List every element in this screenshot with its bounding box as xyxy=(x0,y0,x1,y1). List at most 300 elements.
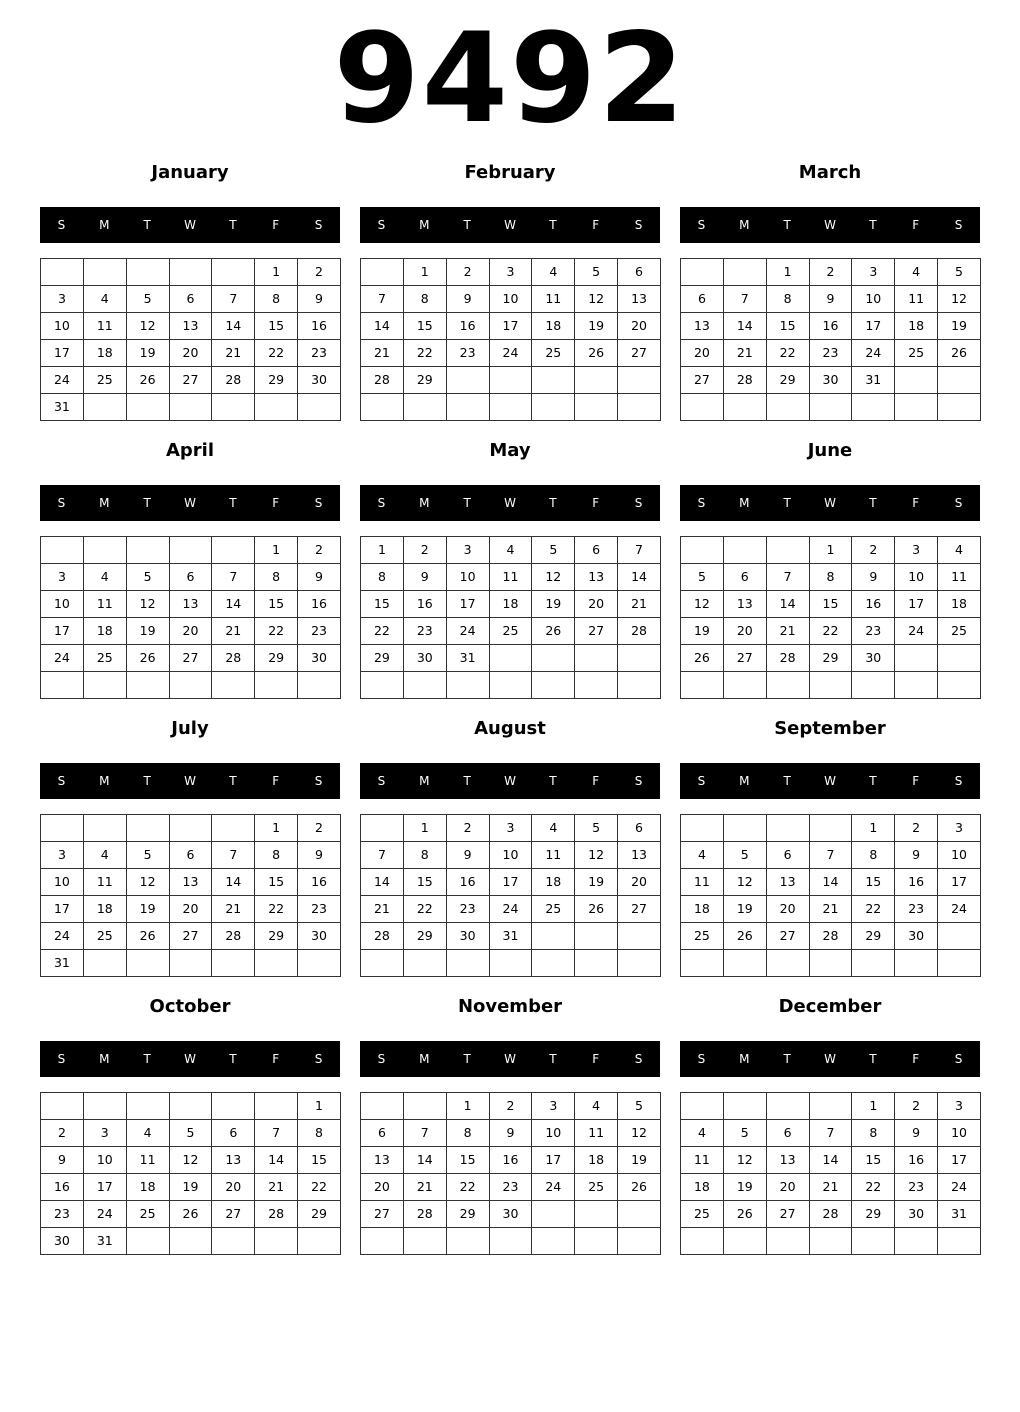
day-cell: 8 xyxy=(852,842,895,869)
day-cell: 1 xyxy=(255,815,298,842)
day-cell xyxy=(766,950,809,977)
day-cell: 19 xyxy=(723,1174,766,1201)
day-cell xyxy=(212,950,255,977)
weekday-label: S xyxy=(314,1052,323,1066)
day-cell xyxy=(575,950,618,977)
weekday-label: T xyxy=(549,774,557,788)
week-row xyxy=(681,923,981,950)
day-cell xyxy=(255,394,298,421)
month-name: August xyxy=(474,718,546,739)
weekday-header xyxy=(360,763,660,799)
day-cell: 6 xyxy=(766,1120,809,1147)
day-cell: 23 xyxy=(489,1174,532,1201)
week-row xyxy=(681,1228,981,1255)
day-cell: 26 xyxy=(618,1174,661,1201)
day-cell xyxy=(489,672,532,699)
day-cell xyxy=(852,672,895,699)
weekday-label: S xyxy=(697,496,706,510)
week-row xyxy=(361,1093,661,1120)
day-cell: 1 xyxy=(255,259,298,286)
day-cell: 20 xyxy=(723,618,766,645)
day-cell: 28 xyxy=(212,645,255,672)
day-cell: 19 xyxy=(126,340,169,367)
day-cell xyxy=(126,950,169,977)
day-cell: 23 xyxy=(446,340,489,367)
day-cell xyxy=(618,645,661,672)
day-cell: 2 xyxy=(446,815,489,842)
day-cell: 20 xyxy=(618,313,661,340)
day-cell: 12 xyxy=(575,842,618,869)
weekday-label: T xyxy=(869,218,877,232)
day-cell: 23 xyxy=(41,1201,84,1228)
day-cell xyxy=(532,367,575,394)
day-cell: 27 xyxy=(681,367,724,394)
day-cell: 4 xyxy=(489,537,532,564)
day-cell: 2 xyxy=(298,537,341,564)
day-cell xyxy=(446,367,489,394)
day-cell: 6 xyxy=(575,537,618,564)
week-row xyxy=(41,367,341,394)
day-cell: 31 xyxy=(938,1201,981,1228)
day-cell xyxy=(723,1228,766,1255)
day-cell: 1 xyxy=(255,537,298,564)
day-cell xyxy=(298,950,341,977)
day-cell: 22 xyxy=(446,1174,489,1201)
week-row xyxy=(41,340,341,367)
day-cell: 3 xyxy=(532,1093,575,1120)
day-cell: 24 xyxy=(938,1174,981,1201)
week-row xyxy=(361,564,661,591)
day-cell: 4 xyxy=(575,1093,618,1120)
day-cell: 20 xyxy=(361,1174,404,1201)
week-row xyxy=(361,896,661,923)
day-cell: 26 xyxy=(532,618,575,645)
day-cell: 3 xyxy=(83,1120,126,1147)
day-cell: 19 xyxy=(575,869,618,896)
weekday-label: S xyxy=(377,218,386,232)
day-cell: 13 xyxy=(169,591,212,618)
week-row xyxy=(681,1147,981,1174)
week-row xyxy=(681,259,981,286)
week-row xyxy=(41,645,341,672)
weekday-label: W xyxy=(824,496,836,510)
day-cell xyxy=(361,1093,404,1120)
weekday-header xyxy=(680,1041,980,1077)
day-cell: 14 xyxy=(212,313,255,340)
day-cell: 10 xyxy=(938,842,981,869)
day-cell: 18 xyxy=(83,896,126,923)
day-cell xyxy=(169,259,212,286)
day-cell xyxy=(446,950,489,977)
day-cell: 22 xyxy=(255,618,298,645)
day-cell xyxy=(766,815,809,842)
weekday-header xyxy=(40,207,340,243)
weekday-label: S xyxy=(57,218,66,232)
day-cell xyxy=(489,1228,532,1255)
day-cell xyxy=(618,1201,661,1228)
day-cell: 20 xyxy=(169,896,212,923)
day-cell xyxy=(403,1228,446,1255)
days-table xyxy=(360,258,661,421)
weekday-label: W xyxy=(824,1052,836,1066)
weekday-label: S xyxy=(697,218,706,232)
day-cell: 10 xyxy=(489,842,532,869)
days-table xyxy=(40,814,341,977)
day-cell: 5 xyxy=(681,564,724,591)
day-cell: 15 xyxy=(255,591,298,618)
day-cell xyxy=(809,394,852,421)
week-row xyxy=(361,537,661,564)
day-cell: 18 xyxy=(938,591,981,618)
day-cell: 24 xyxy=(938,896,981,923)
day-cell xyxy=(41,672,84,699)
day-cell: 28 xyxy=(766,645,809,672)
day-cell: 26 xyxy=(126,367,169,394)
days-table xyxy=(360,814,661,977)
day-cell xyxy=(809,950,852,977)
day-cell: 11 xyxy=(681,1147,724,1174)
day-cell: 12 xyxy=(938,286,981,313)
day-cell: 28 xyxy=(809,923,852,950)
days-table xyxy=(680,258,981,421)
day-cell: 7 xyxy=(403,1120,446,1147)
day-cell: 4 xyxy=(681,842,724,869)
day-cell: 1 xyxy=(852,1093,895,1120)
day-cell xyxy=(575,1228,618,1255)
day-cell: 21 xyxy=(723,340,766,367)
day-cell: 10 xyxy=(938,1120,981,1147)
weekday-label: M xyxy=(99,774,110,788)
week-row xyxy=(361,645,661,672)
day-cell: 30 xyxy=(809,367,852,394)
day-cell: 10 xyxy=(41,313,84,340)
day-cell: 13 xyxy=(575,564,618,591)
weekday-label: T xyxy=(463,218,471,232)
day-cell xyxy=(41,1093,84,1120)
day-cell: 5 xyxy=(532,537,575,564)
day-cell: 16 xyxy=(41,1174,84,1201)
day-cell xyxy=(212,537,255,564)
day-cell: 31 xyxy=(41,950,84,977)
day-cell xyxy=(212,259,255,286)
day-cell: 30 xyxy=(852,645,895,672)
day-cell: 15 xyxy=(766,313,809,340)
day-cell: 16 xyxy=(446,313,489,340)
week-row xyxy=(41,1147,341,1174)
day-cell: 29 xyxy=(446,1201,489,1228)
week-row xyxy=(41,564,341,591)
day-cell xyxy=(212,1228,255,1255)
day-cell xyxy=(895,394,938,421)
day-cell xyxy=(532,950,575,977)
day-cell: 9 xyxy=(41,1147,84,1174)
day-cell: 18 xyxy=(532,313,575,340)
day-cell: 26 xyxy=(575,340,618,367)
weekday-label: T xyxy=(143,774,151,788)
week-row xyxy=(681,1093,981,1120)
day-cell: 10 xyxy=(41,591,84,618)
day-cell: 12 xyxy=(618,1120,661,1147)
day-cell: 18 xyxy=(532,869,575,896)
day-cell xyxy=(446,394,489,421)
day-cell xyxy=(169,537,212,564)
day-cell: 19 xyxy=(169,1174,212,1201)
day-cell: 23 xyxy=(809,340,852,367)
week-row xyxy=(361,340,661,367)
day-cell: 20 xyxy=(766,896,809,923)
day-cell: 8 xyxy=(298,1120,341,1147)
weekday-label: M xyxy=(419,1052,430,1066)
week-row xyxy=(361,313,661,340)
week-row xyxy=(681,591,981,618)
weekday-label: M xyxy=(739,218,750,232)
day-cell: 1 xyxy=(298,1093,341,1120)
week-row xyxy=(361,286,661,313)
day-cell xyxy=(723,537,766,564)
day-cell: 23 xyxy=(403,618,446,645)
day-cell: 14 xyxy=(212,869,255,896)
day-cell: 8 xyxy=(809,564,852,591)
day-cell: 28 xyxy=(403,1201,446,1228)
day-cell xyxy=(532,1201,575,1228)
weekday-label: F xyxy=(592,496,600,510)
day-cell: 9 xyxy=(852,564,895,591)
day-cell: 2 xyxy=(852,537,895,564)
day-cell: 10 xyxy=(532,1120,575,1147)
days-table xyxy=(40,258,341,421)
weekday-label: T xyxy=(143,1052,151,1066)
day-cell xyxy=(212,815,255,842)
weekday-label: S xyxy=(314,496,323,510)
day-cell: 21 xyxy=(361,340,404,367)
day-cell: 3 xyxy=(938,815,981,842)
month-name: April xyxy=(165,440,215,461)
day-cell: 13 xyxy=(618,286,661,313)
day-cell: 17 xyxy=(41,340,84,367)
day-cell: 24 xyxy=(489,340,532,367)
day-cell: 13 xyxy=(212,1147,255,1174)
weekday-label: S xyxy=(377,774,386,788)
day-cell xyxy=(766,537,809,564)
day-cell xyxy=(41,259,84,286)
day-cell: 17 xyxy=(895,591,938,618)
day-cell xyxy=(895,1228,938,1255)
day-cell: 25 xyxy=(532,340,575,367)
day-cell: 16 xyxy=(489,1147,532,1174)
day-cell xyxy=(489,645,532,672)
day-cell xyxy=(575,672,618,699)
weekday-label: W xyxy=(504,218,516,232)
month-name: May xyxy=(489,440,531,461)
day-cell: 28 xyxy=(255,1201,298,1228)
weekday-label: S xyxy=(954,774,963,788)
weekday-label: M xyxy=(99,1052,110,1066)
day-cell: 2 xyxy=(41,1120,84,1147)
weekday-label: W xyxy=(184,774,196,788)
day-cell: 23 xyxy=(298,340,341,367)
day-cell: 29 xyxy=(852,923,895,950)
day-cell: 17 xyxy=(938,1147,981,1174)
weekday-label: T xyxy=(549,218,557,232)
day-cell: 30 xyxy=(41,1228,84,1255)
day-cell xyxy=(852,394,895,421)
day-cell xyxy=(532,394,575,421)
week-row xyxy=(361,367,661,394)
day-cell: 3 xyxy=(938,1093,981,1120)
day-cell: 26 xyxy=(938,340,981,367)
day-cell xyxy=(169,950,212,977)
day-cell xyxy=(169,672,212,699)
day-cell: 30 xyxy=(298,923,341,950)
day-cell: 7 xyxy=(809,1120,852,1147)
day-cell: 9 xyxy=(489,1120,532,1147)
day-cell: 1 xyxy=(766,259,809,286)
weekday-label: T xyxy=(463,496,471,510)
day-cell: 12 xyxy=(532,564,575,591)
day-cell: 17 xyxy=(41,896,84,923)
week-row xyxy=(681,394,981,421)
day-cell: 7 xyxy=(723,286,766,313)
day-cell: 27 xyxy=(361,1201,404,1228)
week-row xyxy=(361,591,661,618)
day-cell xyxy=(489,950,532,977)
day-cell xyxy=(361,1228,404,1255)
day-cell: 19 xyxy=(126,618,169,645)
day-cell: 28 xyxy=(723,367,766,394)
days-table xyxy=(680,1092,981,1255)
day-cell xyxy=(489,394,532,421)
day-cell: 11 xyxy=(575,1120,618,1147)
weekday-label: F xyxy=(592,774,600,788)
weekday-label: S xyxy=(697,1052,706,1066)
day-cell: 1 xyxy=(446,1093,489,1120)
day-cell: 3 xyxy=(489,259,532,286)
weekday-label: W xyxy=(504,496,516,510)
day-cell xyxy=(681,537,724,564)
day-cell: 7 xyxy=(361,286,404,313)
week-row xyxy=(361,1174,661,1201)
day-cell: 7 xyxy=(618,537,661,564)
day-cell xyxy=(361,394,404,421)
day-cell: 27 xyxy=(723,645,766,672)
day-cell: 11 xyxy=(532,842,575,869)
month-name: July xyxy=(171,718,209,739)
day-cell: 23 xyxy=(852,618,895,645)
day-cell: 19 xyxy=(532,591,575,618)
day-cell: 29 xyxy=(255,923,298,950)
week-row xyxy=(681,815,981,842)
week-row xyxy=(41,1174,341,1201)
day-cell: 8 xyxy=(446,1120,489,1147)
days-table xyxy=(360,1092,661,1255)
day-cell: 25 xyxy=(83,367,126,394)
day-cell: 18 xyxy=(681,1174,724,1201)
day-cell: 14 xyxy=(361,313,404,340)
day-cell xyxy=(618,672,661,699)
day-cell xyxy=(575,367,618,394)
week-row xyxy=(41,591,341,618)
week-row xyxy=(361,259,661,286)
day-cell: 19 xyxy=(618,1147,661,1174)
day-cell xyxy=(895,645,938,672)
day-cell xyxy=(169,1093,212,1120)
weekday-label: T xyxy=(783,218,791,232)
day-cell: 25 xyxy=(532,896,575,923)
day-cell: 31 xyxy=(41,394,84,421)
weekday-label: T xyxy=(229,218,237,232)
weekday-header xyxy=(680,207,980,243)
weekday-label: M xyxy=(739,774,750,788)
weekday-label: W xyxy=(184,1052,196,1066)
day-cell: 5 xyxy=(723,842,766,869)
day-cell xyxy=(212,1093,255,1120)
weekday-label: S xyxy=(377,1052,386,1066)
day-cell: 17 xyxy=(489,869,532,896)
day-cell: 24 xyxy=(446,618,489,645)
weekday-label: T xyxy=(463,1052,471,1066)
day-cell xyxy=(766,394,809,421)
weekday-label: F xyxy=(912,218,920,232)
day-cell xyxy=(938,1228,981,1255)
week-row xyxy=(681,564,981,591)
week-row xyxy=(681,286,981,313)
day-cell: 15 xyxy=(446,1147,489,1174)
day-cell xyxy=(723,950,766,977)
weekday-label: W xyxy=(504,774,516,788)
day-cell: 20 xyxy=(169,618,212,645)
week-row xyxy=(681,340,981,367)
day-cell: 12 xyxy=(126,591,169,618)
day-cell: 14 xyxy=(212,591,255,618)
day-cell: 29 xyxy=(766,367,809,394)
day-cell: 4 xyxy=(83,564,126,591)
weekday-label: W xyxy=(504,1052,516,1066)
day-cell xyxy=(212,394,255,421)
day-cell xyxy=(126,537,169,564)
day-cell: 13 xyxy=(361,1147,404,1174)
day-cell: 7 xyxy=(212,564,255,591)
day-cell: 18 xyxy=(83,340,126,367)
day-cell xyxy=(938,923,981,950)
week-row xyxy=(41,1228,341,1255)
day-cell xyxy=(575,923,618,950)
day-cell: 7 xyxy=(361,842,404,869)
weekday-label: M xyxy=(99,496,110,510)
weekday-label: T xyxy=(783,774,791,788)
day-cell: 25 xyxy=(938,618,981,645)
day-cell: 3 xyxy=(446,537,489,564)
day-cell xyxy=(681,672,724,699)
day-cell: 5 xyxy=(575,815,618,842)
day-cell: 11 xyxy=(83,313,126,340)
day-cell: 14 xyxy=(361,869,404,896)
week-row xyxy=(361,950,661,977)
day-cell: 23 xyxy=(298,896,341,923)
day-cell: 21 xyxy=(809,1174,852,1201)
days-table xyxy=(40,1092,341,1255)
day-cell xyxy=(575,394,618,421)
day-cell xyxy=(766,672,809,699)
week-row xyxy=(361,869,661,896)
day-cell: 2 xyxy=(895,1093,938,1120)
day-cell xyxy=(126,394,169,421)
day-cell: 21 xyxy=(212,896,255,923)
day-cell: 20 xyxy=(618,869,661,896)
week-row xyxy=(41,896,341,923)
days-table xyxy=(360,536,661,699)
day-cell: 22 xyxy=(255,340,298,367)
weekday-label: T xyxy=(143,496,151,510)
